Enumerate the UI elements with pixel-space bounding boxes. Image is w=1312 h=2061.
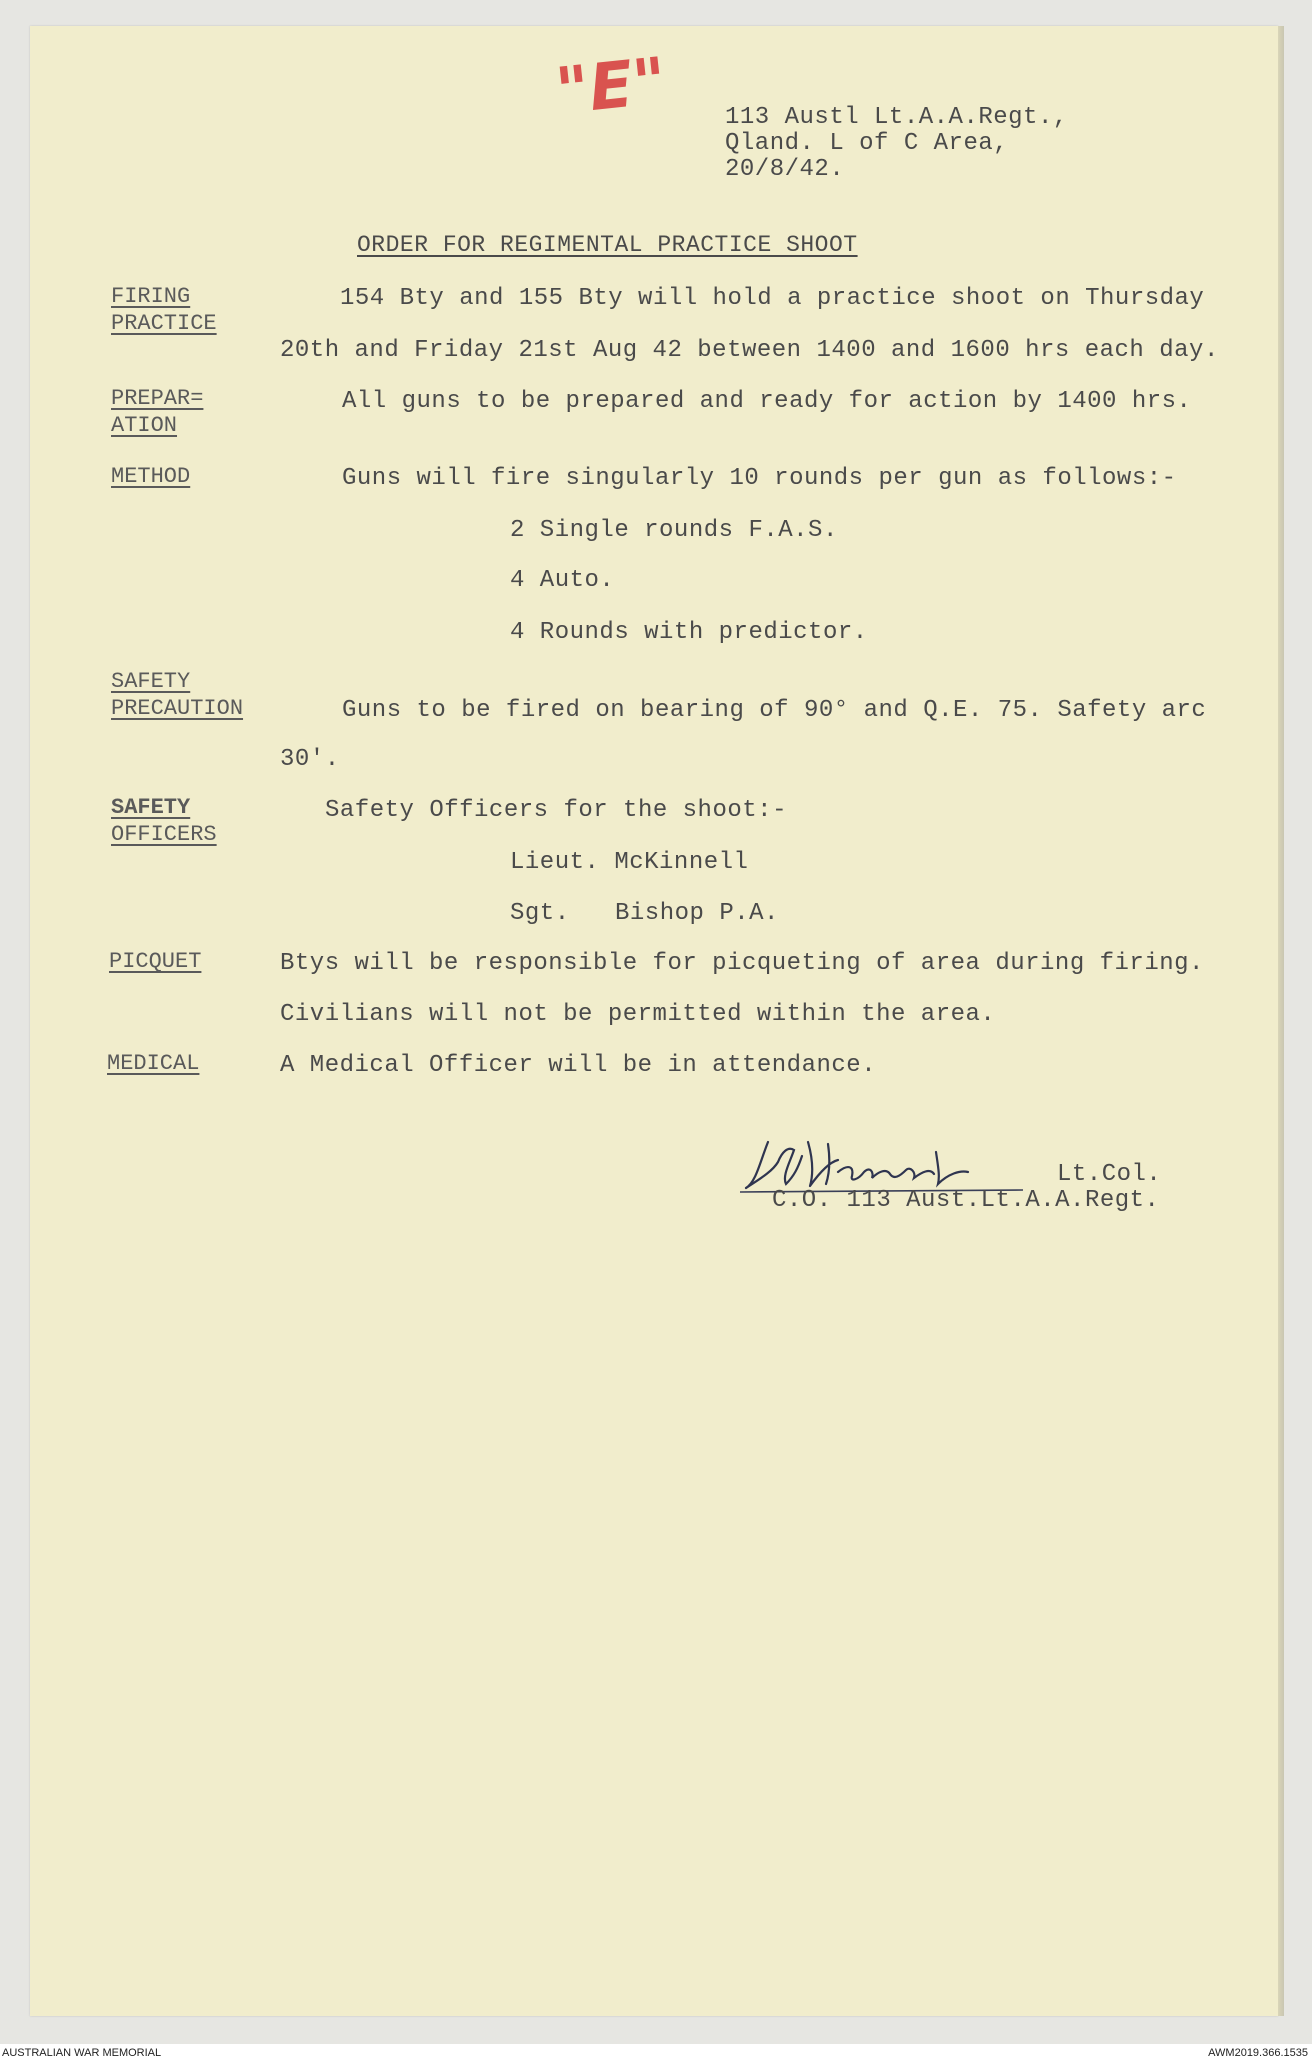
firing-practice-line2: 20th and Friday 21st Aug 42 between 1400 and 1600 hrs each day. [280,337,1219,364]
red-annotation-mark: "E" [552,44,670,130]
method-item-1: 2 Single rounds F.A.S. [510,517,838,544]
picquet-line1: Btys will be responsible for picqueting of area during firing. [280,950,1204,977]
medical-text: A Medical Officer will be in attendance. [280,1052,877,1079]
document-title: ORDER FOR REGIMENTAL PRACTICE SHOOT [357,232,858,258]
method-item-3: 4 Rounds with predictor. [510,619,868,646]
safety-precaution-line2: 30'. [280,746,340,773]
header-location: Qland. L of C Area, [725,130,1009,157]
signoff-rank: Lt.Col. [1057,1161,1162,1188]
method-text: Guns will fire singularly 10 rounds per gun as follows:- [342,465,1177,492]
label-medical: MEDICAL [107,1051,200,1076]
header-date: 20/8/42. [725,156,845,183]
safety-officer-2-rank: Sgt. [510,900,570,927]
label-safety-precaution: SAFETY PRECAUTION [111,669,244,721]
footer-left: AUSTRALIAN WAR MEMORIAL [2,2047,162,2059]
preparation-text: All guns to be prepared and ready for action by 1400 hrs. [342,388,1192,415]
label-firing-practice: FIRING PRACTICE [111,284,217,336]
header-unit: 113 Austl Lt.A.A.Regt., [725,104,1068,131]
firing-practice-line1: 154 Bty and 155 Bty will hold a practice shoot on Thursday [340,285,1205,312]
picquet-line2: Civilians will not be permitted within the area. [280,1001,996,1028]
footer-right: AWM2019.366.1535 [1208,2047,1308,2059]
label-safety-officers: SAFETY OFFICERS [111,795,217,847]
label-method: METHOD [111,464,191,489]
label-picquet: PICQUET [109,949,202,974]
safety-officer-1: Lieut. McKinnell [510,849,749,876]
label-preparation: PREPAR= ATION [111,386,204,438]
safety-officers-text: Safety Officers for the shoot:- [325,797,787,824]
paper-edge [1278,26,1284,2016]
method-item-2: 4 Auto. [510,567,615,594]
safety-officer-2-name: Bishop P.A. [615,900,779,927]
safety-precaution-line1: Guns to be fired on bearing of 90° and Q.E. 75. Safety arc [342,697,1207,724]
signoff-appointment: C.O. 113 Aust.Lt.A.A.Regt. [772,1187,1160,1214]
